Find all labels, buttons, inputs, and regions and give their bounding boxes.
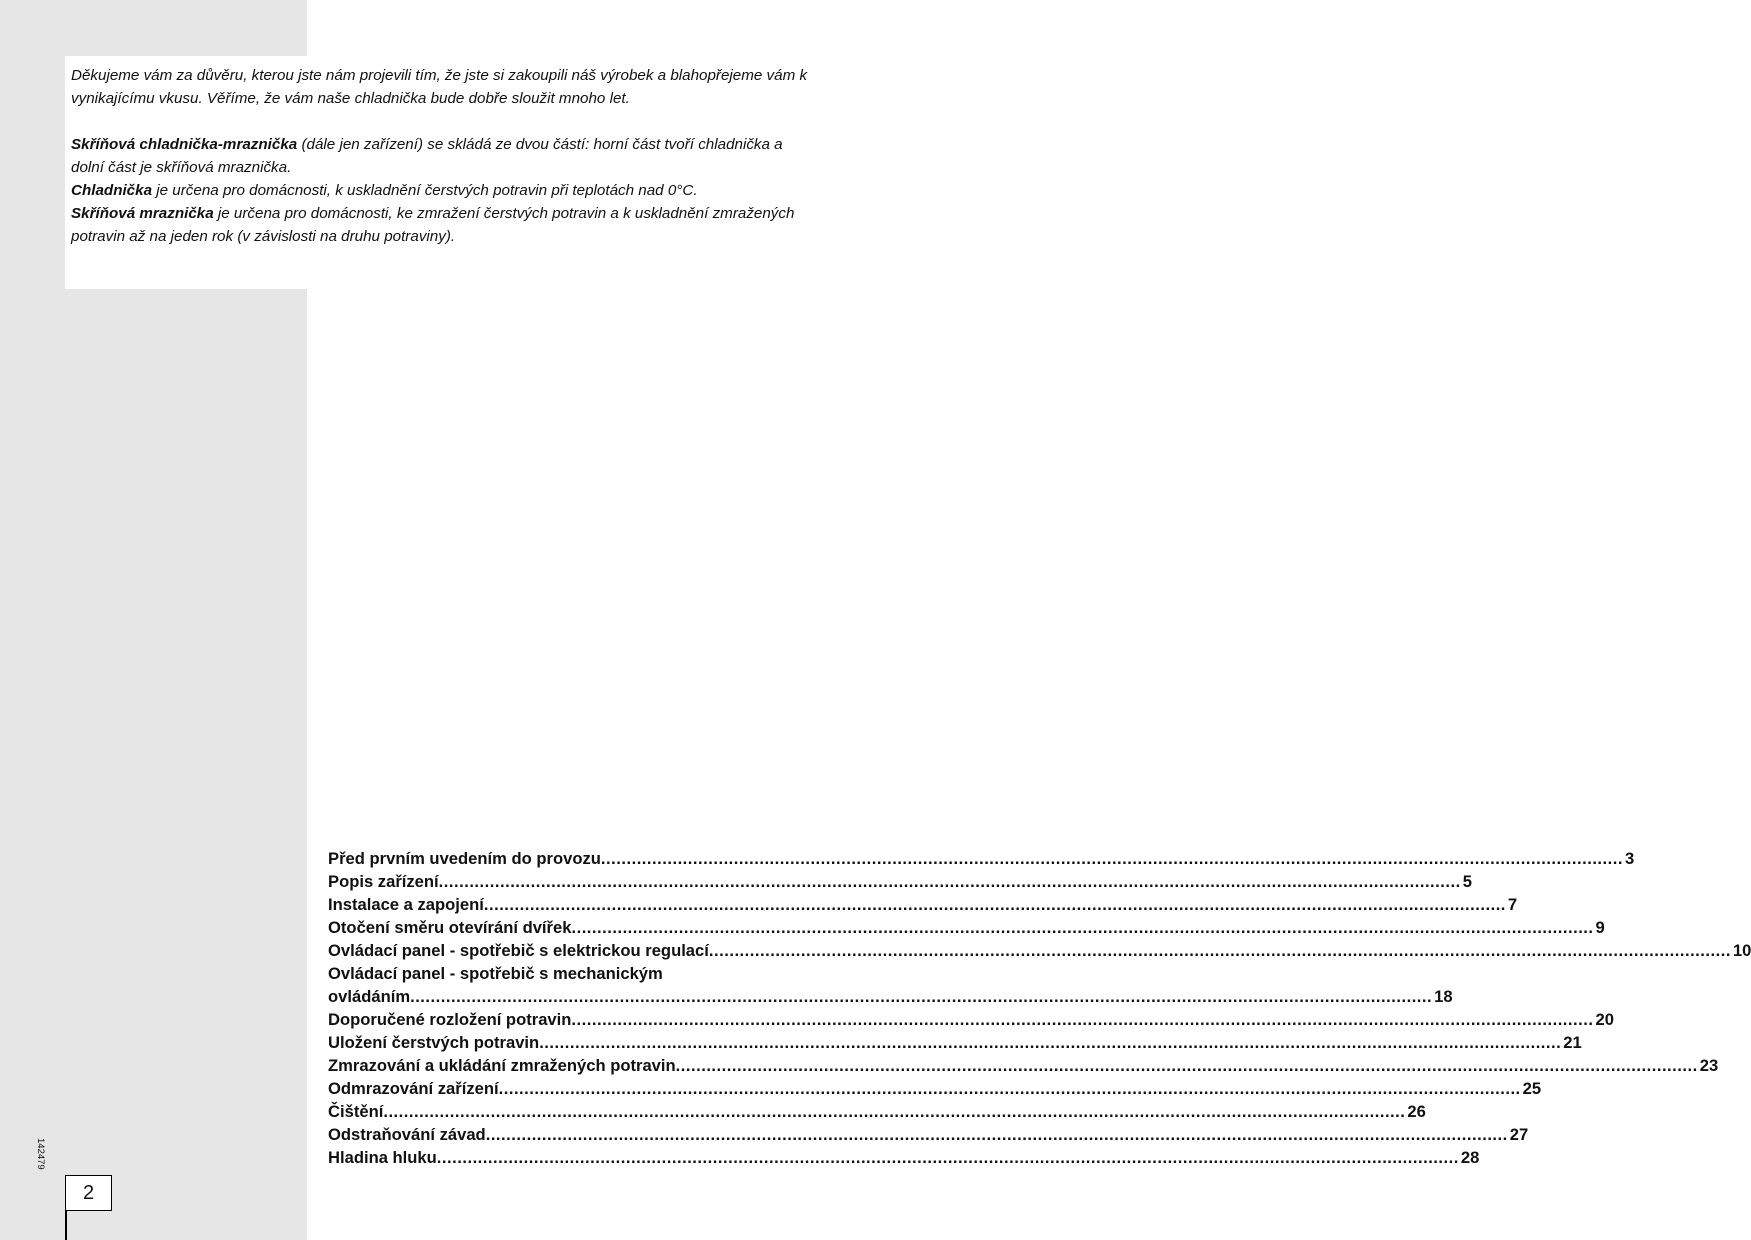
- toc-entry-page: 9: [1595, 918, 1605, 937]
- term-fridge-freezer: Skříňová chladnička-mraznička: [71, 136, 298, 153]
- toc-entry-title: Čištění: [328, 1102, 384, 1121]
- intro-para-thanks: Děkujeme vám za důvěru, kterou jste nám projevili tím, že jste si zakoupili náš výrobek a blahopřejeme vám k vynikajícímu vkusu. Věříme, že vám naše chladnička bude dobře sloužit mnoho let.: [71, 67, 808, 107]
- toc-entry[interactable]: [328, 1054, 1719, 1077]
- toc-entry-page: 27: [1509, 1125, 1529, 1144]
- intro-text: [71, 64, 811, 248]
- toc-leader-dots: ........................................................................................................................................................................................................: [600, 849, 1623, 868]
- intro-para-appliance-text: (dále jen zařízení) se skládá ze dvou částí: horní část tvoří chladnička a dolní část je skříňová mraznička.: [71, 136, 783, 176]
- toc-entry-title: Popis zařízení: [328, 872, 439, 891]
- toc-entry[interactable]: [328, 893, 1518, 916]
- toc-leader-dots: ........................................................................................................................................................................................................: [539, 1033, 1562, 1052]
- toc-entry-page: 23: [1699, 1056, 1719, 1075]
- toc-entry[interactable]: [328, 916, 1605, 939]
- toc-entry-page: 18: [1434, 987, 1453, 1006]
- toc-entry[interactable]: [328, 1008, 1614, 1031]
- toc-entry-title: Doporučené rozložení potravin: [328, 1010, 572, 1029]
- term-fridge: Chladnička: [71, 182, 153, 199]
- toc-leader-dots: ........................................................................................................................................................................................................: [383, 1102, 1406, 1121]
- toc-entry-title: Hladina hluku: [328, 1148, 437, 1167]
- intro-para-appliance: [71, 133, 811, 179]
- toc-entry-page: 10: [1732, 941, 1751, 960]
- intro-para-fridge-text: je určena pro domácnosti, k uskladnění čerstvých potravin při teplotách nad 0°C.: [152, 182, 698, 199]
- toc-entry-line1: Ovládací panel - spotřebič s mechanickým: [328, 964, 663, 983]
- intro-para-fridge: [71, 179, 811, 202]
- toc-entry[interactable]: [328, 847, 1635, 870]
- toc-entry-title: Odmrazování zařízení: [328, 1079, 499, 1098]
- toc-entry-title: ovládáním: [328, 987, 411, 1006]
- toc-leader-dots: ........................................................................................................................................................................................................: [410, 987, 1433, 1006]
- intro-para-freezer-text: je určena pro domácnosti, ke zmražení čerstvých potravin a k uskladnění zmražených potravin až na jeden rok (v závislosti na druhu potraviny).: [71, 205, 795, 245]
- toc-entry-title: Před prvním uvedením do provozu: [328, 849, 601, 868]
- toc-entry-page: 28: [1460, 1148, 1480, 1167]
- toc-entry[interactable]: [328, 1123, 1529, 1146]
- toc-leader-dots: ........................................................................................................................................................................................................: [483, 895, 1506, 914]
- toc-entry-page: 7: [1507, 895, 1518, 914]
- toc-entry-page: 5: [1462, 872, 1472, 891]
- toc-entry-page: 20: [1595, 1010, 1614, 1029]
- toc-leader-dots: ........................................................................................................................................................................................................: [708, 941, 1731, 960]
- toc-entry[interactable]: [328, 1146, 1480, 1169]
- toc-entry[interactable]: [328, 1100, 1426, 1123]
- toc-leader-dots: ........................................................................................................................................................................................................: [438, 872, 1461, 891]
- toc-entry-page: 21: [1563, 1033, 1582, 1052]
- toc-entry-title: Zmrazování a ukládání zmražených potravin: [328, 1056, 676, 1075]
- intro-para-freezer: [71, 202, 811, 248]
- term-freezer: Skříňová mraznička: [71, 205, 214, 222]
- toc-entry-page: 26: [1407, 1102, 1426, 1121]
- toc-entry-page: 3: [1624, 849, 1635, 868]
- table-of-contents: [328, 847, 1751, 1169]
- toc-entry[interactable]: [328, 939, 1751, 962]
- toc-entry-title: Otočení směru otevírání dvířek: [328, 918, 572, 937]
- toc-entry[interactable]: [328, 1031, 1582, 1054]
- toc-entry[interactable]: [328, 985, 1453, 1008]
- toc-entry[interactable]: [328, 1077, 1542, 1100]
- toc-entry[interactable]: [328, 870, 1472, 893]
- toc-leader-dots: ........................................................................................................................................................................................................: [498, 1079, 1521, 1098]
- toc-entry-title: Ovládací panel - spotřebič s elektrickou regulací: [328, 941, 709, 960]
- toc-entry-title: Odstraňování závad: [328, 1125, 486, 1144]
- toc-leader-dots: ........................................................................................................................................................................................................: [571, 1010, 1594, 1029]
- toc-leader-dots: ........................................................................................................................................................................................................: [675, 1056, 1698, 1075]
- toc-entry-page: 25: [1522, 1079, 1542, 1098]
- page-number-rule: [65, 1210, 67, 1240]
- toc-entry-title: Uložení čerstvých potravin: [328, 1033, 540, 1052]
- document-code: 142479: [35, 1138, 46, 1170]
- toc-leader-dots: ........................................................................................................................................................................................................: [485, 1125, 1508, 1144]
- toc-leader-dots: ........................................................................................................................................................................................................: [436, 1148, 1459, 1167]
- toc-entry-title: Instalace a zapojení: [328, 895, 484, 914]
- toc-leader-dots: ........................................................................................................................................................................................................: [571, 918, 1594, 937]
- page-number: 2: [65, 1175, 112, 1211]
